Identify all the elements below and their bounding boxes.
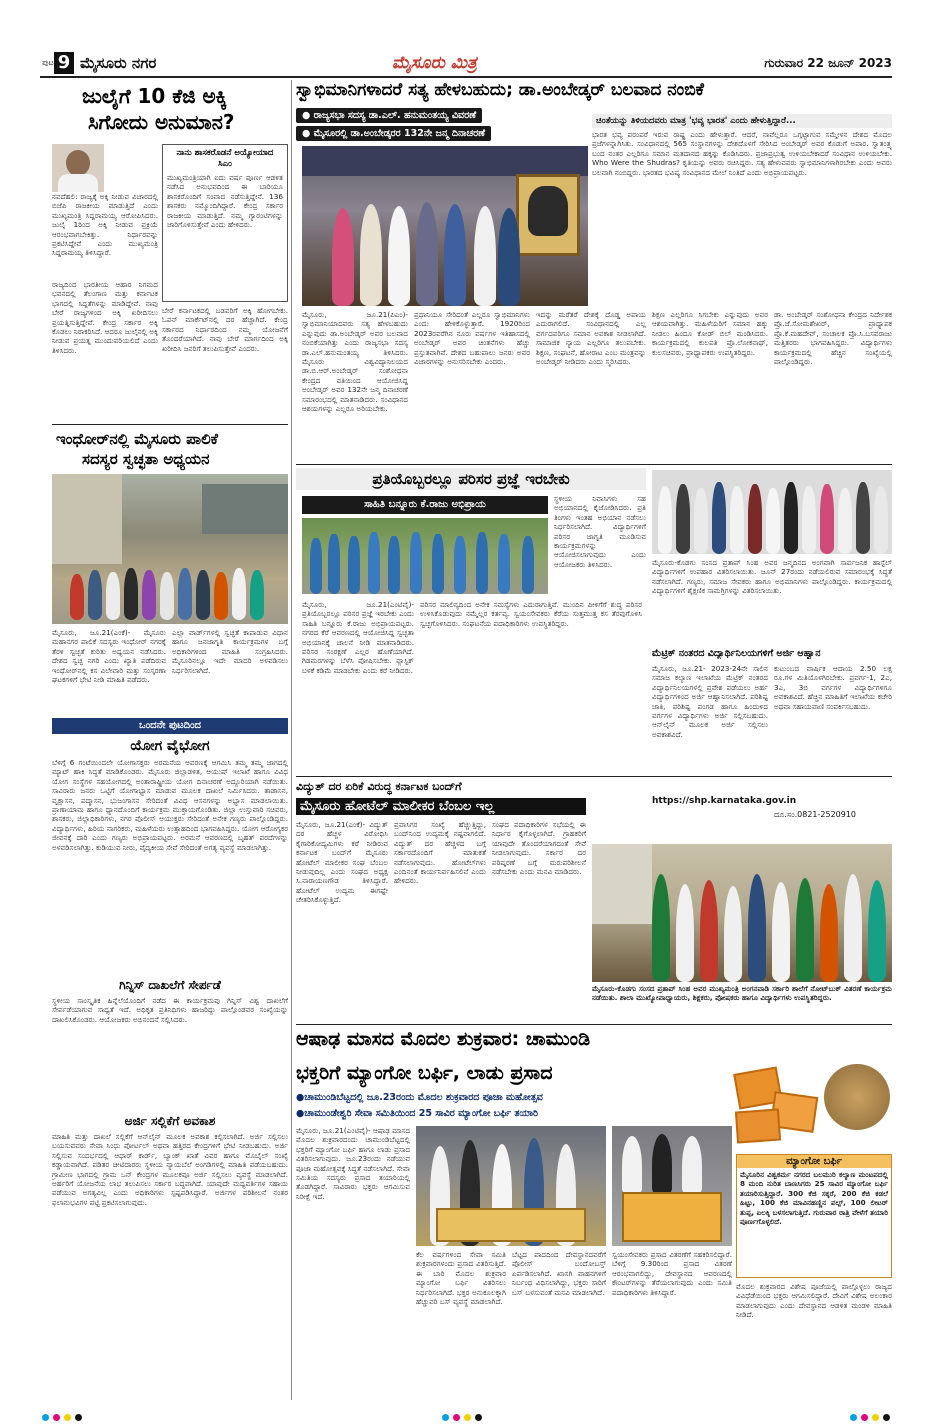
ambedkar-bullet-1: ● ರಾಜ್ಯಸಭಾ ಸದಸ್ಯ ಡಾ.ಎಲ್. ಹನುಮಂತಯ್ಯ ವಿವರಣೆ <box>296 108 482 123</box>
rice-headline-1: ಜುಲೈಗೆ 10 ಕೆಜಿ ಅಕ್ಕಿ <box>82 84 227 108</box>
print-registration-marks <box>40 1406 892 1416</box>
rice-headline-2: ಸಿಗೋದು ಅನುಮಾನ? <box>88 110 235 134</box>
indore-caption-1: ಮೈಸೂರು, ಜೂ.21(ಎಂಕೆ)- ಮೈಸೂರು ಮಹಾನಗರ ಪಾಲಿಕೆ ಸದಸ್ಯರು ಇಂಧೋರ್ ನಗರಕ್ಕೆ ತೆರಳಿ ಸ್ವಚ್ಛತೆ ಕುರಿತು ಅಧ್ಯಯನ ನಡೆಸಿದರು. ದೇಶದ ಸ್ವಚ್ಛ ನಗರಿ ಎಂದು ಖ್ಯಾತಿ ಪಡೆದಿರುವ ಇಂಧೋರ್‌ನಲ್ಲಿ ಕಸ ವಿಲೇವಾರಿ ಮತ್ತು ಸಂಸ್ಕರಣಾ ಘಟಕಗಳಿಗೆ ಭೇಟಿ ನೀಡಿ ಮಾಹಿತಿ ಪಡೆದರು. <box>52 628 166 685</box>
birthday-group-photo <box>652 470 892 554</box>
indore-group-photo <box>52 474 288 624</box>
issue-date: ಗುರುವಾರ 22 ಜೂನ್ 2023 <box>764 56 892 70</box>
indore-headline-1: ಇಂಧೋರ್‌ನಲ್ಲಿ ಮೈಸೂರು ಪಾಲಿಕೆ <box>56 430 218 448</box>
application-subhead: ಅರ್ಜಿ ಸಲ್ಲಿಕೆಗೆ ಅವಕಾಶ <box>124 1114 216 1128</box>
continued-band: ಒಂದನೇ ಪುಟದಿಂದ <box>52 718 288 734</box>
ashada-col-4: ಸ್ವಯಂಸೇವಕರು ಪ್ರಸಾದ ವಿತರಣೆಗೆ ಸಹಕರಿಸಲಿದ್ದಾರೆ. ಬೆಳಿಗ್ಗೆ 9.30ರಿಂದ ಪ್ರಸಾದ ವಿತರಣೆ ಆರಂಭವಾಗಲಿದ್ದು, ದೇವಸ್ಥಾನದ ಆವರಣದಲ್ಲಿ ಕೌಂಟರ್‌ಗಳನ್ನು ತೆರೆಯಲಾಗುವುದು ಎಂದು ಸಮಿತಿ ಪದಾಧಿಕಾರಿಗಳು ತಿಳಿಸಿದ್ದಾರೆ. <box>612 1250 732 1297</box>
section-title: ಮೈಸೂರು ನಗರ <box>80 54 157 72</box>
protest-col-3: ಸಂಘದ ಪದಾಧಿಕಾರಿಗಳ ಸಭೆಯಲ್ಲಿ ಈ ನಿರ್ಧಾರ ಕೈಗೊಳ್ಳಲಾಗಿದೆ. ಗ್ರಾಹಕರಿಗೆ ಯಾವುದೇ ತೊಂದರೆಯಾಗದಂತೆ ಸೇವೆ ನೀಡಲಾಗುವುದು. ಸರ್ಕಾರ ದರ ಪರಿಷ್ಕರಣೆ ಬಗ್ಗೆ ಮರುಪರಿಶೀಲನೆ ನಡೆಸಬೇಕು ಎಂದು ಮನವಿ ಮಾಡಿದರು. <box>492 820 586 877</box>
rice-body-intro <box>108 144 160 192</box>
sidebar-title: ಚಿಂತೆಯನ್ನು ತಿಳಿಯದವರು ಮಾತ್ರ 'ಭವ್ಯ ಭಾರತ' ಎಂದು ಹೇಳುತ್ತಿದ್ದಾರೆ... <box>592 114 892 128</box>
mango-burfi-body: ಮೈಸೂರಿನ ವಿಶ್ವಕರ್ಮ ನಗರದ ಬಲಮುರಿ ಕಲ್ಯಾಣ ಮಂಟಪದಲ್ಲಿ 8 ಮಂದಿ ನುರಿತ ಬಾಣಸಿಗರು 25 ಸಾವಿರ ಮ್ಯಾಂಗೋ ಬರ್ಫಿ ತಯಾರಿಸುತ್ತಿದ್ದಾರೆ. 300 ಕೆಜಿ ಸಕ್ಕರೆ, 200 ಕೆಜಿ ಕಡಲೆ ಹಿಟ್ಟು, 100 ಕೆಜಿ ಮಾವಿನಹಣ್ಣಿನ ಪಲ್ಪ್, 100 ಲೀಟರ್ ತುಪ್ಪ, ಏಲಕ್ಕಿ ಬಳಸಲಾಗುತ್ತಿದೆ. ಗುರುವಾರ ರಾತ್ರಿ ವೇಳೆಗೆ ತಯಾರಿ ಪೂರ್ಣಗೊಳ್ಳಲಿದೆ. <box>740 1170 888 1227</box>
cleanup-drive-photo <box>302 518 548 594</box>
indore-headline-2: ಸದಸ್ಯರ ಸ್ವಚ್ಛತಾ ಅಧ್ಯಯನ <box>82 450 210 468</box>
school-story <box>592 844 892 1020</box>
environment-story <box>296 468 646 772</box>
environment-subhead: ಸಾಹಿತಿ ಬನ್ನೂರು ಕೆ.ರಾಜು ಅಭಿಪ್ರಾಯ <box>302 496 548 514</box>
prasada-preparation-photo <box>416 1126 606 1246</box>
protest-headline-2: ಮೈಸೂರು ಹೋಟೆಲ್ ಮಾಲೀಕರ ಬೆಂಬಲ ಇಲ್ಲ <box>296 798 586 815</box>
hostel-col-2: ಕುಟುಂಬದ ವಾರ್ಷಿಕ ಆದಾಯ 2.50 ಲಕ್ಷ ರೂ.ಗಳ ಮಿತಿಯೊಳಗಿರಬೇಕು. ಪ್ರವರ್ಗ-1, 2ಎ, 3ಎ, 3ಬಿ ವರ್ಗಗಳ ವಿದ್ಯಾರ್ಥಿಗಳಿಗೂ ಅವಕಾಶವಿದೆ. ಹೆಚ್ಚಿನ ಮಾಹಿತಿಗೆ ಇಲಾಖೆಯ ಕಚೇರಿ ಅಥವಾ ಸಹಾಯವಾಣಿ ಸಂಪರ್ಕಿಸಬಹುದು. <box>774 664 892 711</box>
hostel-top-text: ಮೈಸೂರು-ಕೊಡಗು ಸಂಸದ ಪ್ರತಾಪ್ ಸಿಂಹ ಅವರ ಜನ್ಮದಿನದ ಅಂಗವಾಗಿ ಸಾರ್ವಜನಿಕ ಹಾಸ್ಟೆಲ್ ವಿದ್ಯಾರ್ಥಿಗಳಿಗೆ ಉಪಹಾರ ವಿತರಿಸಲಾಯಿತು. ಜೂನ್ 27ರಂದು ನಡೆಯಲಿರುವ ಸಮಾರಂಭಕ್ಕೆ ಸಿದ್ಧತೆ ನಡೆಸಲಾಗಿದೆ. ಗಣ್ಯರು, ಸಮಾಜ ಸೇವಕರು ಹಾಗೂ ಅಭಿಮಾನಿಗಳು ಪಾಲ್ಗೊಂಡಿದ್ದರು. ಕಾರ್ಯಕ್ರಮದಲ್ಲಿ ವಿದ್ಯಾರ್ಥಿಗಳಿಗೆ ಶೈಕ್ಷಣಿಕ ಸಾಮಗ್ರಿಗಳನ್ನು ವಿತರಿಸಲಾಯಿತು. <box>652 558 892 596</box>
ambedkar-col-1: ಮೈಸೂರು, ಜೂ.21(ಪಿಎಂ)- ಸ್ವಾಭಿಮಾನಿಯಾದವರು ಸತ್ಯ ಹೇಳಬಹುದು ಎನ್ನುವುದು ಡಾ.ಅಂಬೇಡ್ಕರ್ ಅವರ ಬಲವಾದ ನಂಬಿಕೆಯಾಗಿತ್ತು ಎಂದು ರಾಜ್ಯಸಭಾ ಸದಸ್ಯ ಡಾ.ಎಲ್.ಹನುಮಂತಯ್ಯ ತಿಳಿಸಿದರು. ಮೈಸೂರು ವಿಶ್ವವಿದ್ಯಾನಿಲಯದ ಡಾ.ಬಿ.ಆರ್.ಅಂಬೇಡ್ಕರ್ ಸಂಶೋಧನಾ ಕೇಂದ್ರದ ವತಿಯಿಂದ ಆಯೋಜಿಸಿದ್ದ ಅಂಬೇಡ್ಕರ್ ಅವರ 132ನೇ ಜನ್ಮ ದಿನಾಚರಣೆ ಸಮಾರಂಭದಲ್ಲಿ ಮಾತನಾಡಿದರು. ಸಂವಿಧಾನದ ಆಶಯಗಳನ್ನು ಎಲ್ಲರೂ ಅರಿಯಬೇಕು. <box>302 310 408 414</box>
mango-burfi-box <box>736 1154 892 1278</box>
ambedkar-headline: ಸ್ವಾಭಿಮಾನಿಗಳಾದರೆ ಸತ್ಯ ಹೇಳಬಹುದು; ಡಾ.ಅಂಬೇಡ್ಕರ್ ಬಲವಾದ ನಂಬಿಕೆ <box>296 80 704 100</box>
ashada-bullet-1: ●ಚಾಮುಂಡಿಬೆಟ್ಟದಲ್ಲಿ ಜೂ.23ರಂದು ಮೊದಲ ಶುಕ್ರವಾರದ ಪೂಜಾ ಮಹೋತ್ಸವ <box>296 1092 543 1103</box>
indore-caption-2: ಎಲ್ಲಾ ವಾರ್ಡ್‌ಗಳಲ್ಲಿ ಸ್ವಚ್ಛತೆ ಕಾಪಾಡುವ ವಿಧಾನ ಹಾಗೂ ಜನಜಾಗೃತಿ ಕಾರ್ಯಕ್ರಮಗಳ ಬಗ್ಗೆ ಅಧಿಕಾರಿಗಳಿಂದ ಮಾಹಿತಿ ಸಂಗ್ರಹಿಸಿದರು. ಮೈಸೂರಿನಲ್ಲೂ ಇದೇ ಮಾದರಿ ಅಳವಡಿಸಲು ನಿರ್ಧರಿಸಲಾಗಿದೆ. <box>172 628 288 675</box>
environment-col-1: ಮೈಸೂರು, ಜೂ.21(ಎಂಟಿವೈ)- ಪ್ರತಿಯೊಬ್ಬರಲ್ಲೂ ಪರಿಸರ ಪ್ರಜ್ಞೆ ಇರಬೇಕು ಎಂದು ಸಾಹಿತಿ ಬನ್ನೂರು ಕೆ.ರಾಜು ಅಭಿಪ್ರಾಯಪಟ್ಟರು. ನಗರದ ಕೆರೆ ಆವರಣದಲ್ಲಿ ಆಯೋಜಿಸಿದ್ದ ಸ್ವಚ್ಛತಾ ಅಭಿಯಾನಕ್ಕೆ ಚಾಲನೆ ನೀಡಿ ಮಾತನಾಡಿದರು. ಪರಿಸರ ಸಂರಕ್ಷಣೆ ಎಲ್ಲರ ಹೊಣೆಯಾಗಿದೆ. ಗಿಡಮರಗಳನ್ನು ಬೆಳೆಸಿ ಪೋಷಿಸಬೇಕು. ಪ್ಲಾಸ್ಟಿಕ್ ಬಳಕೆ ಕಡಿಮೆ ಮಾಡಬೇಕು ಎಂದು ಕರೆ ನೀಡಿದರು. <box>302 600 414 675</box>
ashada-bullet-2: ●ಚಾಮುಂಡೇಶ್ವರಿ ಸೇವಾ ಸಮಿತಿಯಿಂದ 25 ಸಾವಿರ ಮ್ಯಾಂಗೋ ಬರ್ಫಿ ತಯಾರಿ <box>296 1108 538 1119</box>
sweets-photo <box>732 1054 892 1144</box>
rice-body-1: ನವದೆಹಲಿ: ರಾಜ್ಯಕ್ಕೆ ಅಕ್ಕಿ ನೀಡುವ ವಿಚಾರದಲ್ಲಿ ಬಿಜೆಪಿ ರಾಜಕೀಯ ಮಾಡುತ್ತಿದೆ ಎಂದು ಮುಖ್ಯಮಂತ್ರಿ ಸಿದ್ದರಾಮಯ್ಯ ಆರೋಪಿಸಿದರು. ಜುಲೈ 1ರಿಂದ ಅಕ್ಕಿ ನೀಡುವ ಪ್ರಕ್ರಿಯೆ ಆರಂಭವಾಗಬೇಕಿತ್ತು. ನಿರ್ಧಾರವನ್ನು ಪ್ರಕಟಿಸಿದ್ದೇವೆ ಎಂದು ಮುಖ್ಯಮಂತ್ರಿ ಸಿದ್ದರಾಮಯ್ಯ ತಿಳಿಸಿದ್ದಾರೆ. <box>52 192 158 258</box>
page-number: 9 <box>54 52 74 74</box>
hostel-subhead: ಮೆಟ್ರಿಕ್ ನಂತರದ ವಿದ್ಯಾರ್ಥಿನಿಲಯಗಳಿಗೆ ಅರ್ಜಿ ಆಹ್ವಾನ <box>652 648 821 659</box>
application-body: ಮಾಹಿತಿ ಮತ್ತು ದಾಖಲೆ ಸಲ್ಲಿಕೆಗೆ ಆನ್‌ಲೈನ್ ಮೂಲಕ ಅವಕಾಶ ಕಲ್ಪಿಸಲಾಗಿದೆ. ಅರ್ಜಿ ಸಲ್ಲಿಸಲು ಬಯಸುವವರು ಸೇವಾ ಸಿಂಧು ಪೋರ್ಟಲ್ ಅಥವಾ ಹತ್ತಿರದ ಕೇಂದ್ರಗಳಿಗೆ ಭೇಟಿ ನೀಡಬಹುದು. ಅರ್ಜಿ ಸಲ್ಲಿಸುವ ಸಂದರ್ಭದಲ್ಲಿ ಆಧಾರ್ ಕಾರ್ಡ್, ಬ್ಯಾಂಕ್ ಖಾತೆ ವಿವರ ಹಾಗೂ ಮೊಬೈಲ್ ಸಂಖ್ಯೆ ಕಡ್ಡಾಯವಾಗಿದೆ. ಪಡಿತರ ಚೀಟಿದಾರರು ಸ್ಥಳೀಯ ನ್ಯಾಯಬೆಲೆ ಅಂಗಡಿಗಳಲ್ಲಿ ಮಾಹಿತಿ ಪಡೆಯಬಹುದು. ಗ್ರಾಮೀಣ ಭಾಗದಲ್ಲಿ ಗ್ರಾಮ ಒನ್ ಕೇಂದ್ರಗಳ ಮೂಲಕವೂ ಅರ್ಜಿ ಸಲ್ಲಿಸಲು ವ್ಯವಸ್ಥೆ ಮಾಡಲಾಗಿದೆ. ಅರ್ಹರಿಗೆ ಯೋಜನೆಯ ಲಾಭ ತಲುಪಿಸಲು ಸರ್ಕಾರ ಬದ್ಧವಾಗಿದೆ. ಯಾವುದೇ ಮಧ್ಯವರ್ತಿಗಳ ಸಹಾಯ ಪಡೆಯುವ ಅಗತ್ಯವಿಲ್ಲ ಎಂದು ಅಧಿಕಾರಿಗಳು ಸ್ಪಷ್ಟಪಡಿಸಿದ್ದಾರೆ. ಅರ್ಜಿಗಳ ಪರಿಶೀಲನೆ ನಂತರ ಫಲಾನುಭವಿಗಳ ಪಟ್ಟಿ ಪ್ರಕಟಿಸಲಾಗುವುದು. <box>52 1132 288 1207</box>
cm-quote-box <box>162 144 288 302</box>
hostel-url[interactable]: https://shp.karnataka.gov.in <box>652 796 797 806</box>
ashada-col-3: ಬೆಟ್ಟದ ಪಾದದಿಂದ ದೇವಸ್ಥಾನದವರೆಗೆ ಪೊಲೀಸ್ ಬಂದೋಬಸ್ತ್ ಏರ್ಪಡಿಸಲಾಗಿದೆ. ಖಾಸಗಿ ವಾಹನಗಳಿಗೆ ನಿರ್ಬಂಧ ವಿಧಿಸಲಾಗಿದ್ದು, ಭಕ್ತರು ಸಾರಿಗೆ ಬಸ್ ಬಳಸುವಂತೆ ಮನವಿ ಮಾಡಲಾಗಿದೆ. <box>512 1250 606 1297</box>
environment-col-right: ಸ್ಥಳೀಯ ನಿವಾಸಿಗಳು ಸಹ ಅಭಿಯಾನದಲ್ಲಿ ಕೈಜೋಡಿಸಿದರು. ಪ್ರತಿ ತಿಂಗಳು ಇಂತಹ ಅಭಿಯಾನ ನಡೆಸಲು ನಿರ್ಧರಿಸಲಾಗಿದೆ. ವಿದ್ಯಾರ್ಥಿಗಳಿಗೆ ಪರಿಸರ ಜಾಗೃತಿ ಮೂಡಿಸುವ ಕಾರ್ಯಕ್ರಮಗಳನ್ನು ಆಯೋಜಿಸಲಾಗುವುದು ಎಂದು ಆಯೋಜಕರು ತಿಳಿಸಿದರು. <box>554 494 646 569</box>
masthead-logo: ಮೈಸೂರು ಮಿತ್ರ <box>392 53 477 73</box>
school-event-photo <box>592 844 892 982</box>
protest-headline-1: ವಿದ್ಯುತ್ ದರ ಏರಿಕೆ ವಿರುದ್ಧ ಕರ್ನಾಟಕ ಬಂದ್‌ಗೆ <box>296 780 462 793</box>
environment-col-2: ಪರಿಸರ ಮಾಲಿನ್ಯದಿಂದ ಅನೇಕ ಸಮಸ್ಯೆಗಳು ಎದುರಾಗುತ್ತಿವೆ. ಮುಂದಿನ ಪೀಳಿಗೆಗೆ ಶುದ್ಧ ಪರಿಸರ ಉಳಿಸಿಕೊಡುವುದು ನಮ್ಮೆಲ್ಲರ ಕರ್ತವ್ಯ. ಸ್ವಯಂಸೇವಕರು ಕೆರೆಯ ಸುತ್ತಮುತ್ತ ಕಸ ತೆರವುಗೊಳಿಸಿ ಸ್ವಚ್ಛಗೊಳಿಸಿದರು. ಸಂಘಟನೆಯ ಪದಾಧಿಕಾರಿಗಳು ಉಪಸ್ಥಿತರಿದ್ದರು. <box>420 600 642 628</box>
hostel-phone: ದೂ.ಸಂ.0821-2520910 <box>774 810 857 819</box>
ambedkar-story <box>296 80 892 462</box>
ashada-headline-1: ಆಷಾಢ ಮಾಸದ ಮೊದಲ ಶುಕ್ರವಾರ: ಚಾಮುಂಡಿ <box>296 1028 591 1050</box>
ambedkar-sidebar <box>592 114 892 308</box>
ashada-col-5: ಮೊದಲ ಶುಕ್ರವಾರದ ವಿಶೇಷ ಪೂಜೆಯಲ್ಲಿ ಪಾಲ್ಗೊಳ್ಳಲು ರಾಜ್ಯದ ವಿವಿಧೆಡೆಯಿಂದ ಭಕ್ತರು ಆಗಮಿಸಲಿದ್ದಾರೆ. ದೇವಿಗೆ ವಿಶೇಷ ಅಲಂಕಾರ ಮಾಡಲಾಗುವುದು ಎಂದು ದೇವಸ್ಥಾನದ ಆಡಳಿತ ಮಂಡಳಿ ಮಾಹಿತಿ ನೀಡಿದೆ. <box>736 1282 892 1320</box>
hostel-story <box>652 470 892 844</box>
chief-minister-photo <box>52 144 104 192</box>
environment-headline: ಪ್ರತಿಯೊಬ್ಬರಲ್ಲೂ ಪರಿಸರ ಪ್ರಜ್ಞೆ ಇರಬೇಕು <box>296 468 646 490</box>
ambedkar-event-photo <box>302 146 588 306</box>
ambedkar-col-2: ಪ್ರಧಾನಿಯೂ ಸೇರಿದಂತೆ ಎಲ್ಲರೂ ಸ್ವಾಭಿಮಾನಿಗಳು ಎಂದು ಹೇಳಿಕೊಳ್ಳುತ್ತಾರೆ. 1920ರಿಂದ 2023ರವರೆಗಿನ ನೂರು ವರ್ಷಗಳ ಇತಿಹಾಸದಲ್ಲಿ ಅಂಬೇಡ್ಕರ್ ಅವರ ಚಿಂತನೆಗಳು ಹೆಚ್ಚು ಪ್ರಸ್ತುತವಾಗಿವೆ. ದೇಶದ ಬಹುಪಾಲು ಜನರು ಅವರ ವಿಚಾರಗಳನ್ನು ಅನುಸರಿಸಬೇಕು ಎಂದರು. <box>414 310 530 367</box>
ambedkar-col-3: ಇದನ್ನು ಮರೆತರೆ ದೇಶಕ್ಕೆ ದೊಡ್ಡ ಅಪಾಯ ಎದುರಾಗಲಿದೆ. ಸಂವಿಧಾನದಲ್ಲಿ ಎಲ್ಲ ವರ್ಗದವರಿಗೂ ಸಮಾನ ಅವಕಾಶ ನೀಡಲಾಗಿದೆ. ಸಾಮಾಜಿಕ ನ್ಯಾಯ ಎಲ್ಲರಿಗೂ ತಲುಪಬೇಕು. ಶಿಕ್ಷಣ, ಸಂಘಟನೆ, ಹೋರಾಟ ಎಂಬ ಮಂತ್ರವನ್ನು ಅಂಬೇಡ್ಕರ್ ನೀಡಿದರು ಎಂದು ಸ್ಮರಿಸಿದರು. <box>536 310 646 367</box>
school-caption: ಮೈಸೂರು-ಕೊಡಗು ಸಂಸದ ಪ್ರತಾಪ್ ಸಿಂಹ ಅವರ ಮುಖ್ಯಮಂತ್ರಿ ಅಂಗನವಾಡಿ ಸರ್ಕಾರಿ ಶಾಲೆಗೆ ನೋಟ್‌ಬುಕ್ ವಿತರಣೆ ಕಾರ್ಯಕ್ರಮ ನಡೆಯಿತು. ಶಾಲಾ ಮುಖ್ಯೋಪಾಧ್ಯಾಯರು, ಶಿಕ್ಷಕರು, ಪೋಷಕರು ಹಾಗೂ ವಿದ್ಯಾರ್ಥಿಗಳು ಉಪಸ್ಥಿತರಿದ್ದರು. <box>592 984 892 1003</box>
rice-body-3: ಬೇರೆ ಕರ್ನಾಟಕದಲ್ಲಿ ಬಡವರಿಗೆ ಅಕ್ಕಿ ಹೋಗಬೇಕು. ಓಪನ್ ಮಾರ್ಕೆಟ್‌ನಲ್ಲಿ ದರ ಹೆಚ್ಚಾಗಿದೆ. ಕೇಂದ್ರ ಸರ್ಕಾರದ ನಿರ್ಧಾರದಿಂದ ನಮ್ಮ ಯೋಜನೆಗೆ ತೊಂದರೆಯಾಗಿದೆ. ನಾವು ಬೇರೆ ಮಾರ್ಗದಿಂದ ಅಕ್ಕಿ ಖರೀದಿಸಿ ಜನರಿಗೆ ತಲುಪಿಸುತ್ತೇವೆ ಎಂದರು. <box>162 306 288 353</box>
yoga-headline: ಯೋಗ ವೈಭೋಗ <box>130 738 210 754</box>
cm-quote-title: ನಾನು ಶಾಸಕರೊಡನೆ ಅಯ್ಯೋಯಾದ ಸಿಎಂ <box>176 148 274 169</box>
protest-col-2: ಪ್ರವಾಸಿಗರ ಸಂಖ್ಯೆ ಹೆಚ್ಚುತ್ತಿದ್ದು, ಬಂದ್‌ನಿಂದ ಉದ್ಯಮಕ್ಕೆ ನಷ್ಟವಾಗಲಿದೆ. ವಿದ್ಯುತ್ ದರ ಹೆಚ್ಚಳದ ಬಗ್ಗೆ ಸರ್ಕಾರದೊಂದಿಗೆ ಮಾತುಕತೆ ನಡೆಸಲಾಗುವುದು. ಹೋಟೆಲ್‌ಗಳು ಎಂದಿನಂತೆ ಕಾರ್ಯನಿರ್ವಹಿಸಲಿವೆ ಎಂದು ಹೇಳಿದರು. <box>394 820 486 886</box>
rice-story <box>52 84 288 418</box>
ambedkar-col-4: ಶಿಕ್ಷಣ ಎಲ್ಲರಿಗೂ ಸಿಗಬೇಕು ಎನ್ನುವುದು ಅವರ ಆಶಯವಾಗಿತ್ತು. ಮಹಿಳೆಯರಿಗೆ ಸಮಾನ ಹಕ್ಕು ನೀಡಲು ಹಿಂದೂ ಕೋಡ್ ಬಿಲ್ ಮಂಡಿಸಿದರು. ಕಾರ್ಯಕ್ರಮದಲ್ಲಿ ಕುಲಪತಿ ಪ್ರೊ.ಲೋಕನಾಥ್, ಕುಲಸಚಿವರು, ಪ್ರಾಧ್ಯಾಪಕರು ಉಪಸ್ಥಿತರಿದ್ದರು. <box>652 310 768 357</box>
ashada-headline-2: ಭಕ್ತರಿಗೆ ಮ್ಯಾಂಗೋ ಬರ್ಫಿ, ಲಾಡು ಪ್ರಸಾದ <box>296 1062 553 1084</box>
sidebar-body: ಭಾರತ ಭವ್ಯ ಪರಂಪರೆ ಇರುವ ರಾಷ್ಟ್ರ ಎಂದು ಹೇಳುತ್ತಾರೆ. ಆದರೆ, ನಾವೆಲ್ಲರೂ ಒಗ್ಗಟ್ಟಾಗುವ ಸಮ್ಮೇಳನ ದೇಶದ ಮೊದಲ ಪ್ರಜೆಗಳನ್ನಾಗಿಸಿತು. ಸಂವಿಧಾನದಲ್ಲಿ 565 ಸಂಸ್ಥಾನಗಳನ್ನು ದೇಶದೊಳಗೆ ಸೇರಿಸಿದ ಅಂಬೇಡ್ಕರ್ ಅವರ ಕೊಡುಗೆ ಅಪಾರ. ಸ್ವಾತಂತ್ರ್ಯ ಬಂದ ನಂತರ ಎಲ್ಲರಿಗೂ ಸಮಾನ ಮತದಾನದ ಹಕ್ಕನ್ನು ಕೊಡಿಸಿದರು. ಪ್ರಜಾಪ್ರಭುತ್ವ ಉಳಿಯಬೇಕಾದರೆ ಸಂವಿಧಾನ ಉಳಿಯಬೇಕು. Who Were the Shudras? ಕೃತಿಯನ್ನು ಅವರು ರಚಿಸಿದ್ದರು. ಸತ್ಯ ಹೇಳುವವರು ಸ್ವಾಭಿಮಾನಿಗಳಾಗಿರಬೇಕು ಎಂದು ಅವರು ಬಲವಾಗಿ ನಂಬಿದ್ದರು. ಭಾರತದ ಭವಿಷ್ಯ ಸಂವಿಧಾನದ ಮೇಲೆ ನಿಂತಿದೆ ಎಂದು ಅಭಿಪ್ರಾಯಪಟ್ಟರು. <box>592 130 892 177</box>
page-header <box>40 52 892 76</box>
burfi-tray-photo <box>612 1126 732 1246</box>
guinness-subhead: ಗಿನ್ನಿಸ್ ದಾಖಲೆಗೆ ಸೇರ್ಪಡೆ <box>119 978 221 992</box>
ashada-col-2: ಕೆಲ ವರ್ಷಗಳಿಂದ ಸೇವಾ ಸಮಿತಿ ಶುಕ್ರವಾರಗಳಂದು ಪ್ರಸಾದ ವಿತರಿಸುತ್ತಿದೆ. ಈ ಬಾರಿ ಮೊದಲ ಶುಕ್ರವಾರ ಮ್ಯಾಂಗೋ ಬರ್ಫಿ ವಿತರಿಸಲು ನಿರ್ಧರಿಸಲಾಗಿದೆ. ಭಕ್ತರ ಅನುಕೂಲಕ್ಕಾಗಿ ಹೆಚ್ಚುವರಿ ಬಸ್ ವ್ಯವಸ್ಥೆ ಮಾಡಲಾಗಿದೆ. <box>416 1250 506 1307</box>
yoga-body: ಬೆಳಿಗ್ಗೆ 6 ಗಂಟೆಯಿಂದಲೇ ಯೋಗಾಸಕ್ತರು ಅರಮನೆಯ ಆವರಣಕ್ಕೆ ಆಗಮಿಸಿ ತಮ್ಮ ತಮ್ಮ ಜಾಗದಲ್ಲಿ ಮ್ಯಾಟ್ ಹಾಕಿ ಸಿದ್ಧತೆ ಮಾಡಿಕೊಂಡರು. ಮೈಸೂರು ಜಿಲ್ಲಾಡಳಿತ, ಆಯುಷ್ ಇಲಾಖೆ ಹಾಗೂ ವಿವಿಧ ಯೋಗ ಸಂಸ್ಥೆಗಳ ಸಹಯೋಗದಲ್ಲಿ ಅಂತಾರಾಷ್ಟ್ರೀಯ ಯೋಗ ದಿನಾಚರಣೆ ಅದ್ದೂರಿಯಾಗಿ ನಡೆಯಿತು. ಸಾವಿರಾರು ಜನರು ಒಟ್ಟಿಗೆ ಯೋಗಾಭ್ಯಾಸ ಮಾಡುವ ಮೂಲಕ ದಾಖಲೆ ನಿರ್ಮಿಸಿದರು. ತಾಡಾಸನ, ವೃಕ್ಷಾಸನ, ಪದ್ಮಾಸನ, ಭುಜಂಗಾಸನ ಸೇರಿದಂತೆ ವಿವಿಧ ಆಸನಗಳನ್ನು ಅಭ್ಯಾಸ ಮಾಡಲಾಯಿತು. ಪ್ರಾಣಾಯಾಮ ಹಾಗೂ ಧ್ಯಾನದೊಂದಿಗೆ ಕಾರ್ಯಕ್ರಮ ಮುಕ್ತಾಯಗೊಂಡಿತು. ಜಿಲ್ಲಾ ಉಸ್ತುವಾರಿ ಸಚಿವರು, ಶಾಸಕರು, ಜಿಲ್ಲಾಧಿಕಾರಿಗಳು, ನಗರ ಪೊಲೀಸ್ ಆಯುಕ್ತರು ಸೇರಿದಂತೆ ಅನೇಕ ಗಣ್ಯರು ಪಾಲ್ಗೊಂಡಿದ್ದರು. ವಿದ್ಯಾರ್ಥಿಗಳು, ಹಿರಿಯ ನಾಗರಿಕರು, ಮಹಿಳೆಯರು ಉತ್ಸಾಹದಿಂದ ಭಾಗವಹಿಸಿದ್ದರು. ಯೋಗ ಆರೋಗ್ಯಕರ ಜೀವನಕ್ಕೆ ದಾರಿ ಎಂದು ಗಣ್ಯರು ಅಭಿಪ್ರಾಯಪಟ್ಟರು. ಅರಮನೆ ಆವರಣದಲ್ಲಿ ಬೃಹತ್ ಪರದೆಗಳನ್ನು ಅಳವಡಿಸಲಾಗಿತ್ತು. ಕುಡಿಯುವ ನೀರು, ವೈದ್ಯಕೀಯ ಸೇವೆ ಸೇರಿದಂತೆ ಅಗತ್ಯ ವ್ಯವಸ್ಥೆ ಮಾಡಲಾಗಿತ್ತು. <box>52 758 288 852</box>
indore-story <box>52 424 288 714</box>
hostel-col-1: ಮೈಸೂರು, ಜೂ.21- 2023-24ನೇ ಸಾಲಿನ ಸಮಾಜ ಕಲ್ಯಾಣ ಇಲಾಖೆಯ ಮೆಟ್ರಿಕ್ ನಂತರದ ವಿದ್ಯಾರ್ಥಿನಿಲಯಗಳಲ್ಲಿ ಪ್ರವೇಶ ಪಡೆಯಲು ಅರ್ಹ ವಿದ್ಯಾರ್ಥಿಗಳಿಂದ ಅರ್ಜಿ ಆಹ್ವಾನಿಸಲಾಗಿದೆ. ಪರಿಶಿಷ್ಟ ಜಾತಿ, ಪರಿಶಿಷ್ಟ ಪಂಗಡ ಹಾಗೂ ಹಿಂದುಳಿದ ವರ್ಗಗಳ ವಿದ್ಯಾರ್ಥಿಗಳು ಅರ್ಜಿ ಸಲ್ಲಿಸಬಹುದು. ಆನ್‌ಲೈನ್ ಮೂಲಕ ಅರ್ಜಿ ಸಲ್ಲಿಸಲು ಅವಕಾಶವಿದೆ. <box>652 664 768 739</box>
ambedkar-bullet-2: ● ಮೈಸೂರಲ್ಲಿ ಡಾ.ಅಂಬೇಡ್ಕರರ 132ನೇ ಜನ್ಮ ದಿನಾಚರಣೆ <box>296 126 491 141</box>
ashada-story <box>296 1028 892 1402</box>
guinness-body: ಸ್ಥಳೀಯ ಸಾಂಸ್ಕೃತಿಕ ಹಿನ್ನೆಲೆಯೊಂದಿಗೆ ನಡೆದ ಈ ಕಾರ್ಯಕ್ರಮವು ಗಿನ್ನಿಸ್ ವಿಶ್ವ ದಾಖಲೆಗೆ ಸೇರ್ಪಡೆಯಾಗುವ ಸಾಧ್ಯತೆ ಇದೆ. ಅಧಿಕೃತ ಪ್ರತಿನಿಧಿಗಳು ಹಾಜರಿದ್ದು ಪಾಲ್ಗೊಂಡವರ ಸಂಖ್ಯೆಯನ್ನು ದಾಖಲಿಸಿಕೊಂಡರು. ಆಯೋಜಕರು ಅಭಿನಂದನೆ ಸಲ್ಲಿಸಿದರು. <box>52 996 288 1024</box>
yoga-story <box>52 718 288 1398</box>
rice-body-2: ರಾಜ್ಯದಿಂದ ಭಾರತೀಯ ಆಹಾರ ನಿಗಮದ ಭವನದಲ್ಲಿ ತೆಲಂಗಾಣ ಮತ್ತು ಕರ್ನಾಟಕ ಭಾಗದಲ್ಲಿ ಸಿದ್ದತೆಗಳನ್ನು ಮಾಡಿದ್ದೇವೆ. ನಾವು ಬೇರೆ ರಾಜ್ಯಗಳಿಂದ ಅಕ್ಕಿ ಖರೀದಿಸಲು ಪ್ರಯತ್ನಿಸುತ್ತಿದ್ದೇವೆ. ಕೇಂದ್ರ ಸರ್ಕಾರ ಅಕ್ಕಿ ಕೊಡಲು ನಿರಾಕರಿಸಿದೆ. ಆದರೂ ಜುಲೈನಲ್ಲಿ ಅಕ್ಕಿ ನೀಡುವ ಪ್ರಯತ್ನ ಮುಂದುವರಿಯಲಿದೆ ಎಂದು ತಿಳಿಸಿದರು. <box>52 280 158 355</box>
protest-story <box>296 780 586 1020</box>
mango-burfi-title: ಮ್ಯಾಂಗೋ ಬರ್ಫಿ <box>737 1155 891 1168</box>
protest-col-1: ಮೈಸೂರು, ಜೂ.21(ಎಂಕೆ)- ವಿದ್ಯುತ್ ದರ ಹೆಚ್ಚಳ ವಿರೋಧಿಸಿ ಕೈಗಾರಿಕೋದ್ಯಮಿಗಳು ಕರೆ ನೀಡಿರುವ ಕರ್ನಾಟಕ ಬಂದ್‌ಗೆ ಮೈಸೂರು ಹೋಟೆಲ್ ಮಾಲೀಕರ ಸಂಘ ಬೆಂಬಲ ನೀಡುವುದಿಲ್ಲ ಎಂದು ಸಂಘದ ಅಧ್ಯಕ್ಷ ಸಿ.ನಾರಾಯಣಗೌಡ ತಿಳಿಸಿದ್ದಾರೆ. ಹೋಟೆಲ್ ಉದ್ಯಮ ಈಗಷ್ಟೇ ಚೇತರಿಸಿಕೊಳ್ಳುತ್ತಿದೆ. <box>296 820 388 905</box>
page-label: ಪುಟ <box>42 58 54 67</box>
cm-quote-body: ಮುಖ್ಯಮಂತ್ರಿಯಾಗಿ ಐದು ವರ್ಷ ಪೂರ್ಣ ಆಡಳಿತ ನಡೆಸಿದ ಅನುಭವದಿಂದ ಈ ಬಾರಿಯೂ ಶಾಸಕರೊಂದಿಗೆ ಸಂವಾದ ನಡೆಸುತ್ತಿದ್ದೇನೆ. 136 ಶಾಸಕರು ನಮ್ಮೊಂದಿಗಿದ್ದಾರೆ. ಕೇಂದ್ರ ಸರ್ಕಾರ ರಾಜಕೀಯ ಮಾಡುತ್ತಿದೆ. ನಮ್ಮ ಗ್ಯಾರಂಟಿಗಳನ್ನು ಜಾರಿಗೊಳಿಸುತ್ತೇವೆ ಎಂದು ಹೇಳಿದರು. <box>167 173 283 230</box>
ambedkar-col-5: ಡಾ. ಅಂಬೇಡ್ಕರ್ ಸಂಶೋಧನಾ ಕೇಂದ್ರದ ನಿರ್ದೇಶಕ ಪ್ರೊ.ಜೆ.ಸೋಮಶೇಖರ್, ಪ್ರಾಧ್ಯಾಪಕ ಪ್ರೊ.ಕೆ.ಮಹದೇವ್, ಸಂಚಾಲಕ ಪ್ರೊ.ಸಿ.ಬಸವರಾಜು ಮತ್ತಿತರರು ಭಾಗವಹಿಸಿದ್ದರು. ವಿದ್ಯಾರ್ಥಿಗಳು ಕಾರ್ಯಕ್ರಮದಲ್ಲಿ ಹೆಚ್ಚಿನ ಸಂಖ್ಯೆಯಲ್ಲಿ ಪಾಲ್ಗೊಂಡಿದ್ದರು. <box>774 310 892 367</box>
ashada-col-1: ಮೈಸೂರು, ಜೂ.21(ಎಂಟಿವೈ)- ಆಷಾಢ ಮಾಸದ ಮೊದಲ ಶುಕ್ರವಾರದಂದು ಚಾಮುಂಡಿಬೆಟ್ಟದಲ್ಲಿ ಭಕ್ತರಿಗೆ ಮ್ಯಾಂಗೋ ಬರ್ಫಿ ಹಾಗೂ ಲಾಡು ಪ್ರಸಾದ ವಿತರಿಸಲಾಗುವುದು. ಜೂ.23ರಂದು ನಡೆಯುವ ಪೂಜಾ ಮಹೋತ್ಸವಕ್ಕೆ ಸಿದ್ಧತೆ ನಡೆಸಲಾಗಿದೆ. ಸೇವಾ ಸಮಿತಿಯ ಸದಸ್ಯರು ಪ್ರಸಾದ ತಯಾರಿಯಲ್ಲಿ ತೊಡಗಿದ್ದಾರೆ. ಸಾವಿರಾರು ಭಕ್ತರು ಆಗಮಿಸುವ ನಿರೀಕ್ಷೆ ಇದೆ. <box>296 1126 410 1201</box>
